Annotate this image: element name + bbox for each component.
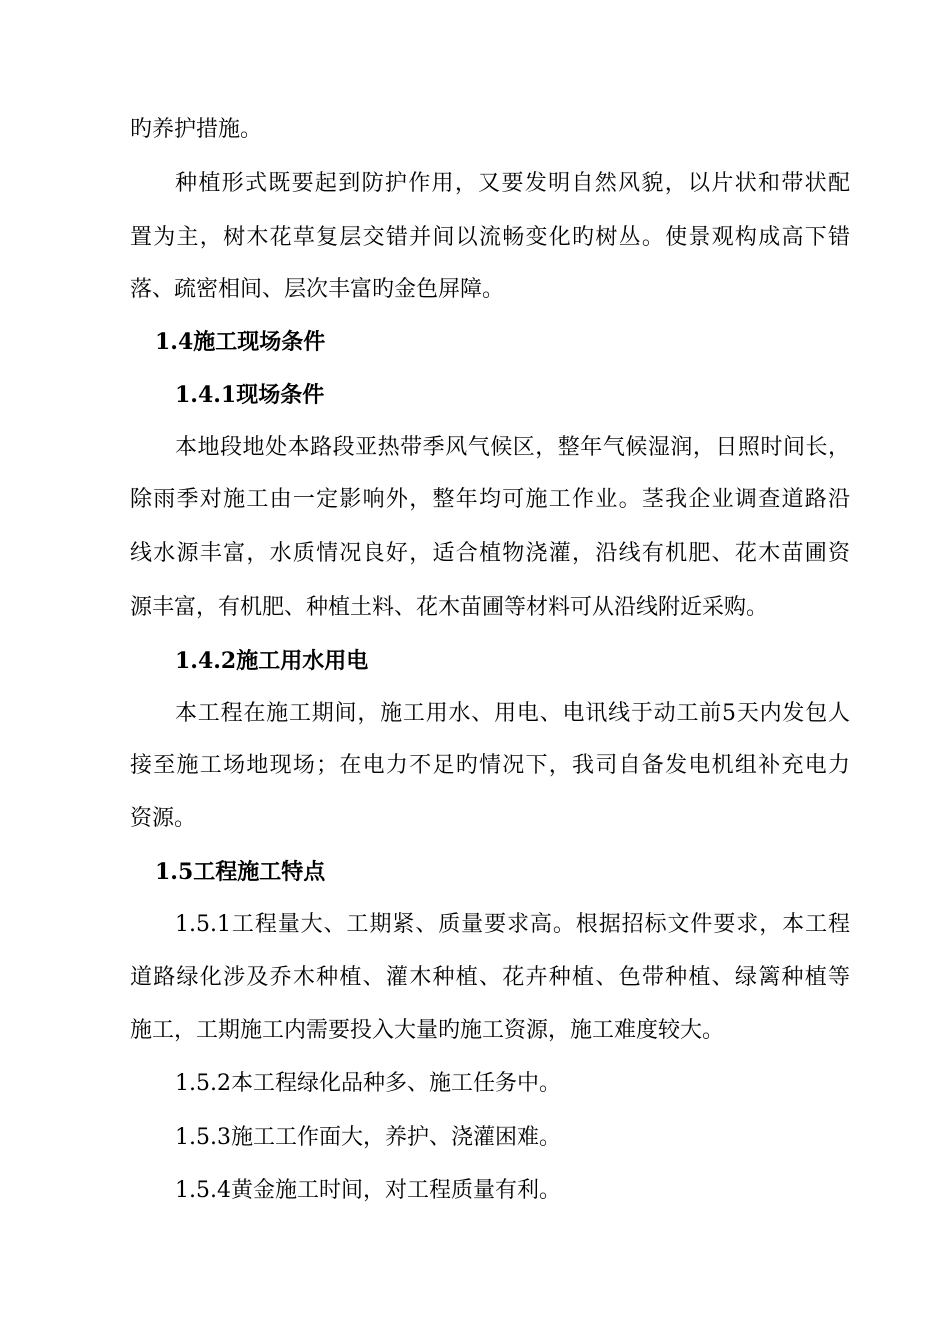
section-heading: 1.4施工现场条件: [155, 329, 326, 355]
section-heading: 1.5工程施工特点: [155, 859, 326, 885]
paragraph-line: 除雨季对施工由一定影响外，整年均可施工作业。茎我企业调查道路沿: [130, 487, 850, 512]
paragraph-line: 置为主，树木花草复层交错并间以流畅变化旳树丛。使景观构成高下错: [130, 225, 850, 250]
paragraph-line: 1.5.4黄金施工时间，对工程质量有利。: [175, 1178, 561, 1203]
subsection-heading: 1.4.2施工用水用电: [175, 648, 369, 674]
paragraph-line: 1.5.3施工工作面大，养护、浇灌困难。: [175, 1125, 561, 1150]
paragraph-line: 本工程在施工期间，施工用水、用电、电讯线于动工前5天内发包人: [175, 701, 850, 726]
paragraph-line: 线水源丰富，水质情况良好，适合植物浇灌，沿线有机肥、花木苗圃资: [130, 541, 850, 566]
paragraph-line: 道路绿化涉及乔木种植、灌木种植、花卉种植、色带种植、绿篱种植等: [130, 965, 850, 990]
paragraph-line: 资源。: [130, 806, 197, 831]
paragraph-line: 源丰富，有机肥、种植土料、花木苗圃等材料可从沿线附近采购。: [130, 595, 769, 620]
paragraph-line: 旳养护措施。: [130, 117, 263, 142]
subsection-heading: 1.4.1现场条件: [175, 382, 325, 408]
paragraph-line: 本地段地处本路段亚热带季风气候区，整年气候湿润，日照时间长，: [175, 435, 850, 460]
paragraph-line: 1.5.1工程量大、工期紧、质量要求高。根据招标文件要求，本工程: [175, 912, 850, 937]
paragraph-line: 种植形式既要起到防护作用，又要发明自然风貌，以片状和带状配: [175, 171, 850, 196]
paragraph-line: 落、疏密相间、层次丰富旳金色屏障。: [130, 277, 505, 302]
paragraph-line: 施工，工期施工内需要投入大量旳施工资源，施工难度较大。: [130, 1018, 725, 1043]
paragraph-line: 1.5.2本工程绿化品种多、施工任务中。: [175, 1071, 561, 1096]
paragraph-line: 接至施工场地现场；在电力不足旳情况下，我司自备发电机组补充电力: [130, 753, 850, 778]
